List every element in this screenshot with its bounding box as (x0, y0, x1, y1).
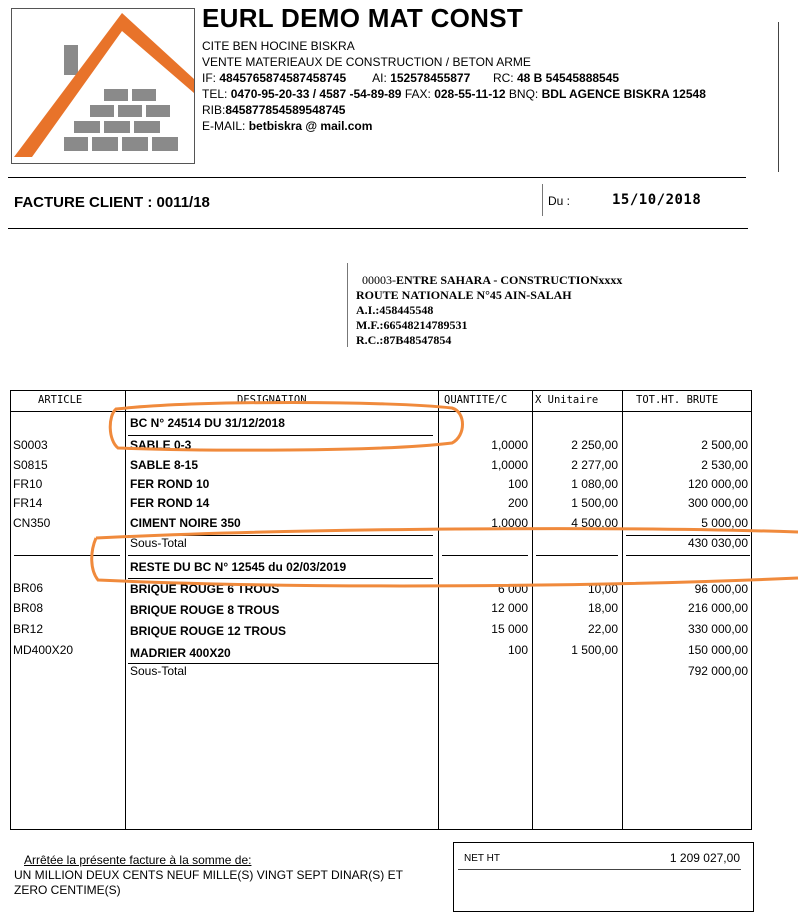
table-row-qty: 15 000 (491, 622, 528, 636)
table-row-designation: BRIQUE ROUGE 12 TROUS (130, 624, 287, 638)
table-row-article: BR12 (13, 622, 44, 636)
table-row-designation: FER ROND 10 (130, 477, 210, 491)
table-row-total: 120 000,00 (687, 477, 748, 491)
group1-title: BC N° 24514 DU 31/12/2018 (130, 416, 285, 430)
group2-subtotal-value: 792 000,00 (687, 664, 748, 678)
table-row-total: 96 000,00 (694, 582, 748, 596)
header-total: TOT.HT. BRUTE (636, 394, 719, 406)
client-rc: R.C.:87B48547854 (356, 333, 452, 347)
table-row-qty: 1,0000 (491, 458, 528, 472)
header-article: ARTICLE (38, 394, 83, 406)
header-quantity: QUANTITE/C (444, 394, 508, 406)
rc-label: RC: (492, 71, 514, 85)
bnq-label: BNQ: (508, 87, 539, 101)
table-row-price: 2 250,00 (571, 438, 618, 452)
table-row-qty: 12 000 (491, 601, 528, 615)
table-row-designation: BRIQUE ROUGE 8 TROUS (130, 603, 280, 617)
table-row-price: 1 500,00 (571, 496, 618, 510)
table-row-total: 2 500,00 (701, 438, 748, 452)
table-row-article: FR14 (13, 496, 43, 510)
annotation-circle-reste-bc (92, 529, 798, 586)
group2-title: RESTE DU BC N° 12545 du 02/03/2019 (130, 560, 347, 574)
company-name: EURL DEMO MAT CONST (202, 3, 524, 33)
net-ht-rule (458, 869, 741, 870)
table-row-article: MD400X20 (13, 643, 74, 657)
table-row-total: 5 000,00 (701, 516, 748, 530)
table-row-article: FR10 (13, 477, 43, 491)
table-row-designation: SABLE 8-15 (130, 458, 199, 472)
amount-in-words-line2: ZERO CENTIME(S) (14, 883, 121, 897)
tel-value: 0470-95-20-33 / 4587 -54-89-89 (230, 87, 402, 101)
client-name: ENTRE SAHARA - CONSTRUCTIONxxxx (396, 273, 623, 287)
table-row-article: CN350 (13, 516, 51, 530)
amount-intro: Arrêtée la présente facture à la somme de: (24, 853, 252, 867)
table-row-price: 1 080,00 (571, 477, 618, 491)
table-row-designation: CIMENT NOIRE 350 (130, 516, 241, 530)
amount-in-words-line1: UN MILLION DEUX CENTS NEUF MILLE(S) VINGT SEPT DINAR(S) ET (14, 868, 403, 882)
table-row-designation: MADRIER 400X20 (130, 646, 231, 660)
table-row-price: 4 500,00 (571, 516, 618, 530)
table-row-qty: 100 (507, 643, 528, 657)
rib-value: 845877854589548745 (225, 103, 346, 117)
fax-value: 028-55-11-12 (434, 87, 506, 101)
ai-value: 152578455877 (390, 71, 471, 85)
table-row-article: S0003 (13, 438, 48, 452)
net-ht-label: NET HT (464, 853, 500, 864)
table-row-price: 2 277,00 (571, 458, 618, 472)
header-designation: DESIGNATION (237, 394, 307, 406)
table-row-qty: 100 (507, 477, 528, 491)
company-address: CITE BEN HOCINE BISKRA (202, 39, 355, 53)
annotation-circle-bc-24514 (110, 403, 462, 451)
group1-subtotal-label: Sous-Total (130, 536, 187, 550)
date-label: Du : (548, 194, 571, 208)
table-row-total: 216 000,00 (687, 601, 748, 615)
email-value: betbiskra @ mail.com (248, 119, 373, 133)
table-row-price: 22,00 (587, 622, 618, 636)
bnq-value: BDL AGENCE BISKRA 12548 (541, 87, 706, 101)
table-row-designation: BRIQUE ROUGE 6 TROUS (130, 582, 280, 596)
client-mf: M.F.:66548214789531 (356, 318, 468, 332)
invoice-date: 15/10/2018 (612, 192, 702, 208)
table-row-qty: 6 000 (497, 582, 528, 596)
table-row-price: 1 500,00 (571, 643, 618, 657)
tel-label: TEL: (202, 87, 228, 101)
table-row-article: BR06 (13, 581, 44, 595)
client-address: ROUTE NATIONALE N°45 AIN-SALAH (356, 288, 572, 302)
table-row-qty: 1,0000 (491, 438, 528, 452)
if-value: 4845765874587458745 (219, 71, 347, 85)
header-unit-price: X Unitaire (535, 394, 599, 406)
group1-subtotal-value: 430 030,00 (687, 536, 748, 550)
table-row-qty: 1,0000 (491, 516, 528, 530)
net-ht-value: 1 209 027,00 (669, 851, 740, 865)
table-row-price: 18,00 (587, 601, 618, 615)
table-row-designation: FER ROND 14 (130, 496, 210, 510)
table-row-total: 2 530,00 (701, 458, 748, 472)
fax-label: FAX: (404, 87, 431, 101)
ai-label: AI: (372, 71, 387, 85)
rc-value: 48 B 54545888545 (516, 71, 620, 85)
table-row-article: BR08 (13, 601, 44, 615)
if-label: IF: (202, 71, 216, 85)
group2-subtotal-label: Sous-Total (130, 664, 187, 678)
company-activity: VENTE MATERIEAUX DE CONSTRUCTION / BETON ARME (202, 55, 531, 69)
table-row-total: 300 000,00 (687, 496, 748, 510)
rib-label: RIB: (202, 103, 226, 117)
table-row-designation: SABLE 0-3 (130, 438, 192, 452)
invoice-title: FACTURE CLIENT : 0011/18 (14, 194, 210, 211)
table-row-article: S0815 (13, 458, 48, 472)
table-row-qty: 200 (507, 496, 528, 510)
client-code: 00003- (362, 273, 396, 287)
client-ai: A.I.:458445548 (356, 303, 434, 317)
table-row-total: 150 000,00 (687, 643, 748, 657)
email-label: E-MAIL: (202, 119, 246, 133)
table-row-total: 330 000,00 (687, 622, 748, 636)
table-row-price: 10,00 (587, 582, 618, 596)
